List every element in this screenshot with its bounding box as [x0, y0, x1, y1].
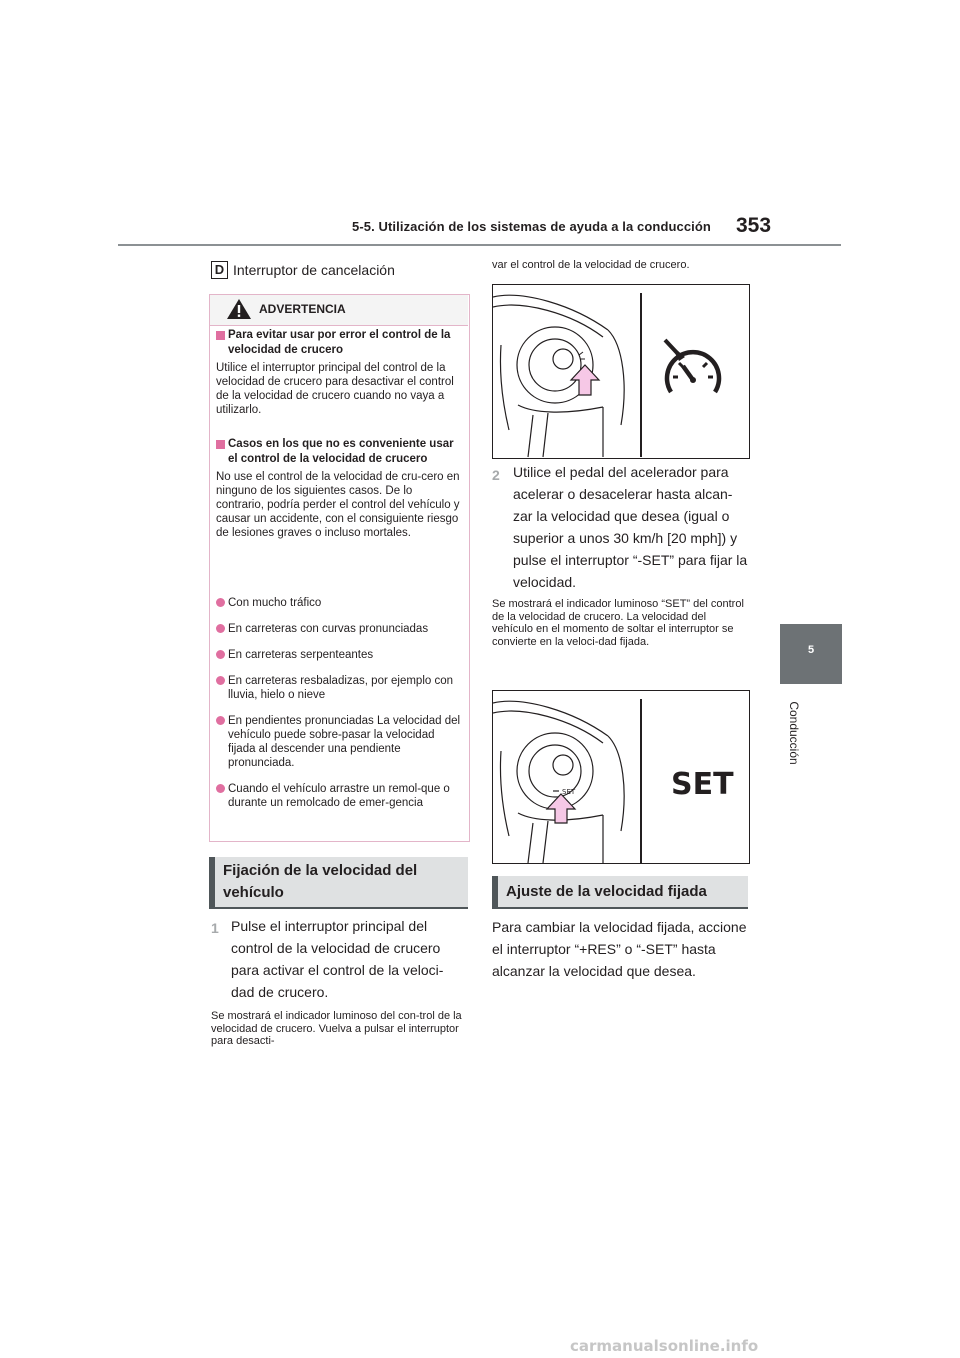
step-number: 2 [492, 467, 500, 483]
list-item-text: Cuando el vehículo arrastre un remol-que o durante un remolcado de emer-gencia [228, 783, 450, 809]
list-item-text: Con mucho tráfico [228, 597, 322, 609]
bullet-icon [216, 784, 225, 793]
cancel-switch-text: Interruptor de cancelación [233, 262, 395, 278]
list-item [216, 782, 461, 810]
switch-set-label: SET [562, 788, 576, 796]
list-item-text: En carreteras con curvas pronunciadas [228, 623, 429, 635]
page-number: 353 [736, 214, 772, 237]
step-text: Pulse el interruptor principal del control de la velocidad de crucero para activar el control de la veloci-dad de crucero. [231, 918, 444, 1000]
figure-set-switch [492, 690, 750, 864]
bullet-icon [216, 598, 225, 607]
bullet-icon [216, 650, 225, 659]
figure-main-switch [492, 284, 750, 459]
watermark: carmanualsonline.info [570, 1337, 759, 1355]
step-text: Utilice el pedal del acelerador para acelerar o desacelerar hasta alcan-zar la velocidad que desea (igual o superior a unos 30 km/h [20 mph]) y pulse el interruptor “-SET” para fijar la velocidad. [513, 464, 748, 590]
warning-section-title: Para evitar usar por error el control de la velocidad de crucero [228, 329, 451, 356]
bullet-icon [216, 676, 225, 685]
section-heading-text: Ajuste de la velocidad fijada [506, 883, 707, 900]
warning-section-title: Casos en los que no es conveniente usar el control de la velocidad de crucero [228, 438, 454, 465]
warning-section-body: No use el control de la velocidad de cru-cero en ninguno de los siguientes casos. De lo contrario, podría perder el control del vehículo y causar un accidente, con el consiguiente riesgo de lesiones graves o incluso mortales. [216, 471, 460, 539]
bullet-icon [216, 624, 225, 633]
set-indicator-label: SET [671, 767, 734, 802]
warning-section-body: Utilice el interruptor principal del control de la velocidad de crucero para desactivar el control de la velocidad de crucero cuando no vaya a utilizarlo. [216, 362, 454, 416]
section-title: 5-5. Utilización de los sistemas de ayuda a la conducción [352, 219, 711, 234]
square-bullet-icon [216, 440, 225, 449]
bullet-icon [216, 716, 225, 725]
chapter-tab[interactable] [780, 624, 842, 684]
list-item [216, 648, 461, 662]
label-d-badge: D [211, 261, 228, 279]
list-item [216, 714, 461, 770]
step-note: Se mostrará el indicador luminoso del con-trol de la velocidad de crucero. Vuelva a pulsar el interruptor para desacti- [211, 1010, 462, 1047]
chapter-title: Conducción [787, 701, 801, 765]
warning-title: ADVERTENCIA [259, 302, 346, 316]
list-item-text: En carreteras serpenteantes [228, 649, 374, 661]
warning-section-1 [216, 328, 461, 417]
warning-section-2 [216, 437, 461, 540]
list-item [216, 596, 461, 610]
chapter-title-vertical [784, 692, 801, 772]
list-item [216, 622, 461, 636]
adjust-text: Para cambiar la velocidad fijada, accione el interruptor “+RES” o “-SET” hasta alcanzar la velocidad que desea. [492, 919, 747, 979]
step-note-continued: var el control de la velocidad de crucero. [492, 259, 690, 271]
list-item [216, 674, 461, 702]
step-number: 1 [211, 920, 219, 936]
warning-bullet-list [216, 596, 461, 810]
steering-switch-set-illustration [493, 691, 749, 863]
section-heading-text: Fijación de la velocidad del vehículo [223, 862, 418, 901]
square-bullet-icon [216, 331, 225, 340]
section-heading-adjust [492, 876, 748, 909]
list-item-text: En carreteras resbaladizas, por ejemplo con lluvia, hielo o nieve [228, 675, 454, 701]
warning-triangle-icon [226, 298, 252, 320]
step-note: Se mostrará el indicador luminoso “SET” del control de la velocidad de crucero. La velocidad del vehículo en el momento de soltar el interruptor se convierte en la veloci-dad fijada. [492, 598, 744, 648]
chapter-number: 5 [807, 644, 815, 656]
section-heading-fix [209, 857, 468, 909]
header-divider [118, 244, 841, 246]
list-item-text: En pendientes pronunciadas La velocidad del vehículo puede sobre-pasar la velocidad fijada al descender una pendiente pronunciada. [228, 715, 461, 769]
steering-switch-illustration [493, 285, 749, 458]
